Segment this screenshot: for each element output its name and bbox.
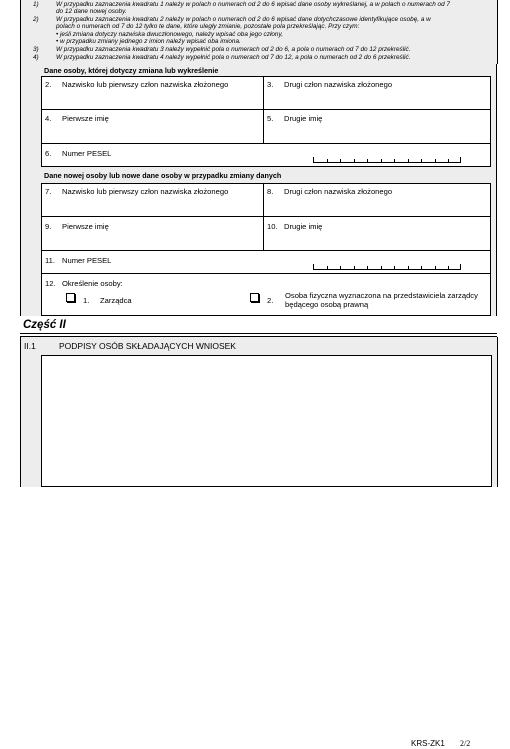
field-number: 8. xyxy=(267,187,274,196)
section1-header xyxy=(41,64,491,76)
part2-section xyxy=(20,337,498,487)
signatures-field[interactable] xyxy=(41,355,492,487)
note-text: W przypadku zaznaczenia kwadratu 1 należy w polach o numerach od 2 do 6 wpisać dane osoby wykreślanej, a w polach o numerach od 7 xyxy=(56,1,450,8)
option-label-zarzadca: Zarządca xyxy=(100,296,132,305)
option-label-osoba-fizyczna: Osoba fizyczna wyznaczona na przedstawiciela zarządcy xyxy=(285,291,478,300)
field-2-surname[interactable] xyxy=(41,76,264,110)
option-number: 1. xyxy=(83,296,90,305)
note-number: 3) xyxy=(33,46,39,53)
part2-title: Część II xyxy=(23,319,66,331)
section2-header xyxy=(41,167,491,183)
field-label: Pierwsze imię xyxy=(62,222,109,231)
field-7-surname[interactable] xyxy=(41,183,264,217)
field-number: 11. xyxy=(45,256,55,265)
left-margin-band xyxy=(20,64,42,316)
field-number: 7. xyxy=(45,187,52,196)
page-number: 2/2 xyxy=(460,739,471,748)
pesel-digit-boxes xyxy=(313,157,461,163)
field-6-pesel[interactable] xyxy=(41,143,491,167)
option-label-osoba-fizyczna-line2: będącego osobą prawną xyxy=(285,300,369,309)
field-label: Nazwisko lub pierwszy człon nazwiska złożonego xyxy=(62,187,229,196)
field-4-first-name[interactable] xyxy=(41,109,264,144)
field-5-second-name[interactable] xyxy=(263,109,491,144)
right-margin-band xyxy=(491,64,497,316)
field-label: Drugie imię xyxy=(284,222,323,231)
field-label: Drugi człon nazwiska złożonego xyxy=(284,187,393,196)
field-label: Drugi człon nazwiska złożonego xyxy=(284,80,393,89)
form-code: KRS-ZK1 xyxy=(411,739,445,748)
note-text: do 12 dane nowej osoby. xyxy=(56,8,127,15)
field-number: 4. xyxy=(45,114,52,123)
note-text: • jeśli zmiana dotyczy nazwiska dwuczłonowego, należy wpisać oba jego człony, xyxy=(56,31,283,38)
field-label: Numer PESEL xyxy=(62,256,112,265)
field-label: Nazwisko lub pierwszy człon nazwiska złożonego xyxy=(62,80,229,89)
note-text: W przypadku zaznaczenia kwadratu 2 należy w polach o numerach od 2 do 6 wpisać dane dotychczasowe identyfikujące osobę, a w xyxy=(56,16,431,23)
checkbox-osoba-fizyczna[interactable] xyxy=(250,293,259,302)
section-title: PODPISY OSÓB SKŁADAJĄCYCH WNIOSEK xyxy=(59,341,236,351)
note-text: • w przypadku zmiany jednego z imion należy wpisać oba imiona. xyxy=(56,38,241,45)
part2-rule-top xyxy=(20,333,497,334)
section2-title: Dane nowej osoby lub nowe dane osoby w przypadku zmiany danych xyxy=(44,171,282,180)
note-text: W przypadku zaznaczenia kwadratu 3 należy wypełnić pola o numerach od 2 do 6, a pola o numerach od 7 do 12 przekreślić. xyxy=(56,46,411,53)
field-label: Określenie osoby: xyxy=(62,279,123,288)
field-10-second-name[interactable] xyxy=(263,216,491,251)
field-3-second-surname[interactable] xyxy=(263,76,491,110)
field-11-pesel[interactable] xyxy=(41,250,491,274)
field-number: 3. xyxy=(267,80,274,89)
note-number: 1) xyxy=(33,1,39,8)
field-12-person-type xyxy=(41,273,491,316)
pesel-digit-boxes xyxy=(313,264,461,270)
option-number: 2. xyxy=(267,296,274,305)
field-number: 6. xyxy=(45,149,52,158)
note-number: 2) xyxy=(33,16,39,23)
field-label: Drugie imię xyxy=(284,114,323,123)
section1-title: Dane osoby, której dotyczy zmiana lub wykreślenie xyxy=(44,66,219,75)
field-number: 10. xyxy=(267,222,278,231)
field-number: 9. xyxy=(45,222,52,231)
field-label: Pierwsze imię xyxy=(62,114,109,123)
field-number: 5. xyxy=(267,114,274,123)
note-text: W przypadku zaznaczenia kwadratu 4 należy wypełnić pola o numerach od 7 do 12, a pola o numerach od 2 do 6 przekreślić. xyxy=(56,54,411,61)
field-label: Numer PESEL xyxy=(62,149,112,158)
instructions-notes xyxy=(20,0,498,64)
note-number: 4) xyxy=(33,54,39,61)
section-number: II.1 xyxy=(24,341,36,351)
note-text: polach o numerach od 7 do 12 tylko te dane, które uległy zmianie, pozostałe pola przekreślając. Przy czym: xyxy=(56,23,360,30)
field-8-second-surname[interactable] xyxy=(263,183,491,217)
field-number: 12. xyxy=(45,279,56,288)
checkbox-zarzadca[interactable] xyxy=(66,293,75,302)
field-number: 2. xyxy=(45,80,52,89)
field-9-first-name[interactable] xyxy=(41,216,264,251)
